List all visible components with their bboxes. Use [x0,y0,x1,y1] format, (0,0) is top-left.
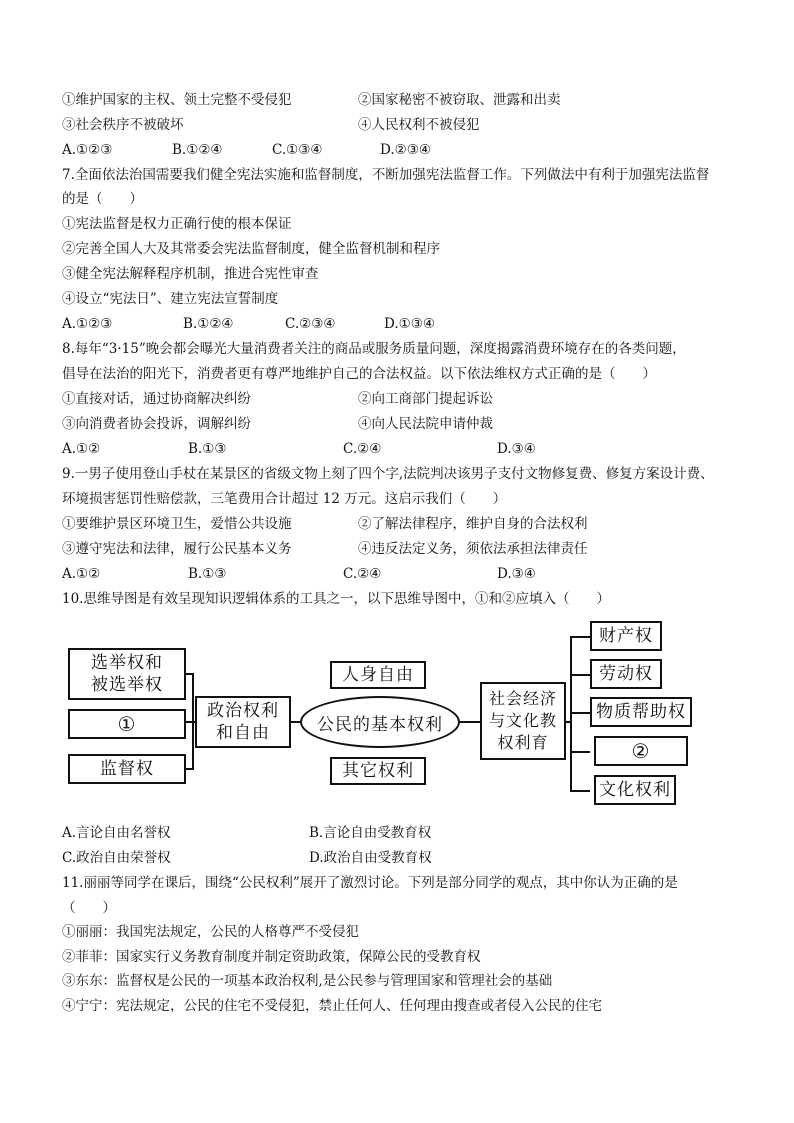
q9-item-3: ③遵守宪法和法律，履行公民基本义务 [62,541,292,557]
q10-stem: 10.思维导图是有效呈现知识逻辑体系的工具之一，以下思维导图中，①和②应填入（ ） [62,591,610,607]
q9-choice-a: A.①② [62,566,101,582]
q7-choice-a: A.①②③ [62,316,113,332]
q6-choice-c: C.①③④ [272,142,323,158]
q9-choice-d: D.③④ [497,566,536,582]
q10-choice-b: B.言论自由受教育权 [309,825,432,841]
q8-stem-line1: 8.每年“3·15”晚会都会曝光大量消费者关注的商品或服务质量问题，深度揭露消费环境存在的各类问题， [62,341,686,357]
connector-line [570,636,572,792]
q7-item-4: ④设立“宪法日”、建立宪法宣誓制度 [62,291,279,307]
q8-choice-d: D.③④ [497,441,536,457]
q8-item-4: ④向人民法院申请仲裁 [358,416,493,432]
q9-item-2: ②了解法律程序，维护自身的合法权利 [358,516,588,532]
election-rights-box: 选举权和 被选举权 [68,648,186,700]
q10-choice-c: C.政治自由荣誉权 [62,850,171,866]
social-economic-rights-box: 社会经济 与文化教 权利育 [480,682,566,760]
connector-line [570,790,590,792]
q11-item-1: ①丽丽：我国宪法规定，公民的人格尊严不受侵犯 [62,924,359,940]
q11-stem: 11.丽丽等同学在课后，围绕“公民权利”展开了激烈讨论。下列是部分同学的观点，其中你认为正确的是 [62,875,678,891]
q8-choice-a: A.①② [62,441,101,457]
political-rights-box: 政治权利 和自由 [195,696,291,748]
q7-item-2: ②完善全国人大及其常委会宪法监督制度，健全监督机制和程序 [62,241,440,257]
personal-freedom-box: 人身自由 [330,661,426,689]
connector-line [570,636,590,638]
property-rights-box: 财产权 [590,621,662,651]
q6-item-2: ②国家秘密不被窃取、泄露和出卖 [358,92,561,108]
q6-choice-a: A.①②③ [62,142,113,158]
q6-item-4: ④人民权利不被侵犯 [358,117,480,133]
q6-choice-d: D.②③④ [380,142,431,158]
q10-choice-d: D.政治自由受教育权 [309,850,432,866]
q9-choice-c: C.②④ [343,566,382,582]
blank-2-box: ② [594,736,688,766]
connector-line [570,674,590,676]
q11-item-4: ④宁宁：宪法规定，公民的住宅不受侵犯，禁止任何人、任何理由搜查或者侵入公民的住宅 [62,998,602,1014]
material-assistance-box: 物质帮助权 [590,697,692,727]
q8-choice-c: C.②④ [343,441,382,457]
q7-item-1: ①宪法监督是权力正确行使的根本保证 [62,216,292,232]
q9-stem-line2: 环境损害惩罚性赔偿款，三笔费用合计超过 12 万元。这启示我们（ ） [62,491,507,507]
q11-item-2: ②菲菲：国家实行义务教育制度并制定资助政策，保障公民的受教育权 [62,949,481,965]
q10-choice-a: A.言论自由名誉权 [62,825,171,841]
q8-item-3: ③向消费者协会投诉，调解纠纷 [62,416,251,432]
q9-item-1: ①要维护景区环境卫生，爱惜公共设施 [62,516,292,532]
connector-line [459,721,480,723]
q6-choice-b: B.①②④ [172,142,223,158]
connector-line [570,712,590,714]
q7-choice-b: B.①②④ [183,316,234,332]
supervision-rights-box: 监督权 [68,754,186,784]
q7-choice-d: D.①③④ [384,316,435,332]
q9-choice-b: B.①③ [188,566,227,582]
q8-stem-line2: 倡导在法治的阳光下，消费者更有尊严地维护自己的合法权益。以下依法维权方式正确的是（ ） [62,366,656,382]
q7-stem-line2: 的是（ ） [62,191,143,207]
q7-item-3: ③健全宪法解释程序机制，推进合宪性审查 [62,266,319,282]
labor-rights-box: 劳动权 [590,659,662,689]
q6-item-3: ③社会秩序不被破坏 [62,117,184,133]
q8-choice-b: B.①③ [188,441,227,457]
other-rights-box: 其它权利 [330,757,426,785]
q9-item-4: ④违反法定义务，须依法承担法律责任 [358,541,588,557]
q8-item-1: ①直接对话，通过协商解决纠纷 [62,391,251,407]
q7-choice-c: C.②③④ [285,316,336,332]
q11-stem-line2: （ ） [62,900,116,916]
q9-stem-line1: 9.一男子使用登山手杖在某景区的省级文物上刻了四个字,法院判决该男子支付文物修复费、修复方案设计费、 [62,466,714,482]
q8-item-2: ②向工商部门提起诉讼 [358,391,493,407]
mind-map [60,618,740,818]
blank-1-box: ① [68,709,186,739]
q6-item-1: ①维护国家的主权、领土完整不受侵犯 [62,92,292,108]
q11-item-3: ③东东：监督权是公民的一项基本政治权利,是公民参与管理国家和管理社会的基础 [62,973,553,989]
cultural-rights-box: 文化权利 [594,775,676,805]
basic-rights-oval: 公民的基本权利 [300,696,460,748]
q7-stem-line1: 7.全面依法治国需要我们健全宪法实施和监督制度，不断加强宪法监督工作。下列做法中有利于加强宪法监督 [62,167,710,183]
connector-line [570,751,590,753]
